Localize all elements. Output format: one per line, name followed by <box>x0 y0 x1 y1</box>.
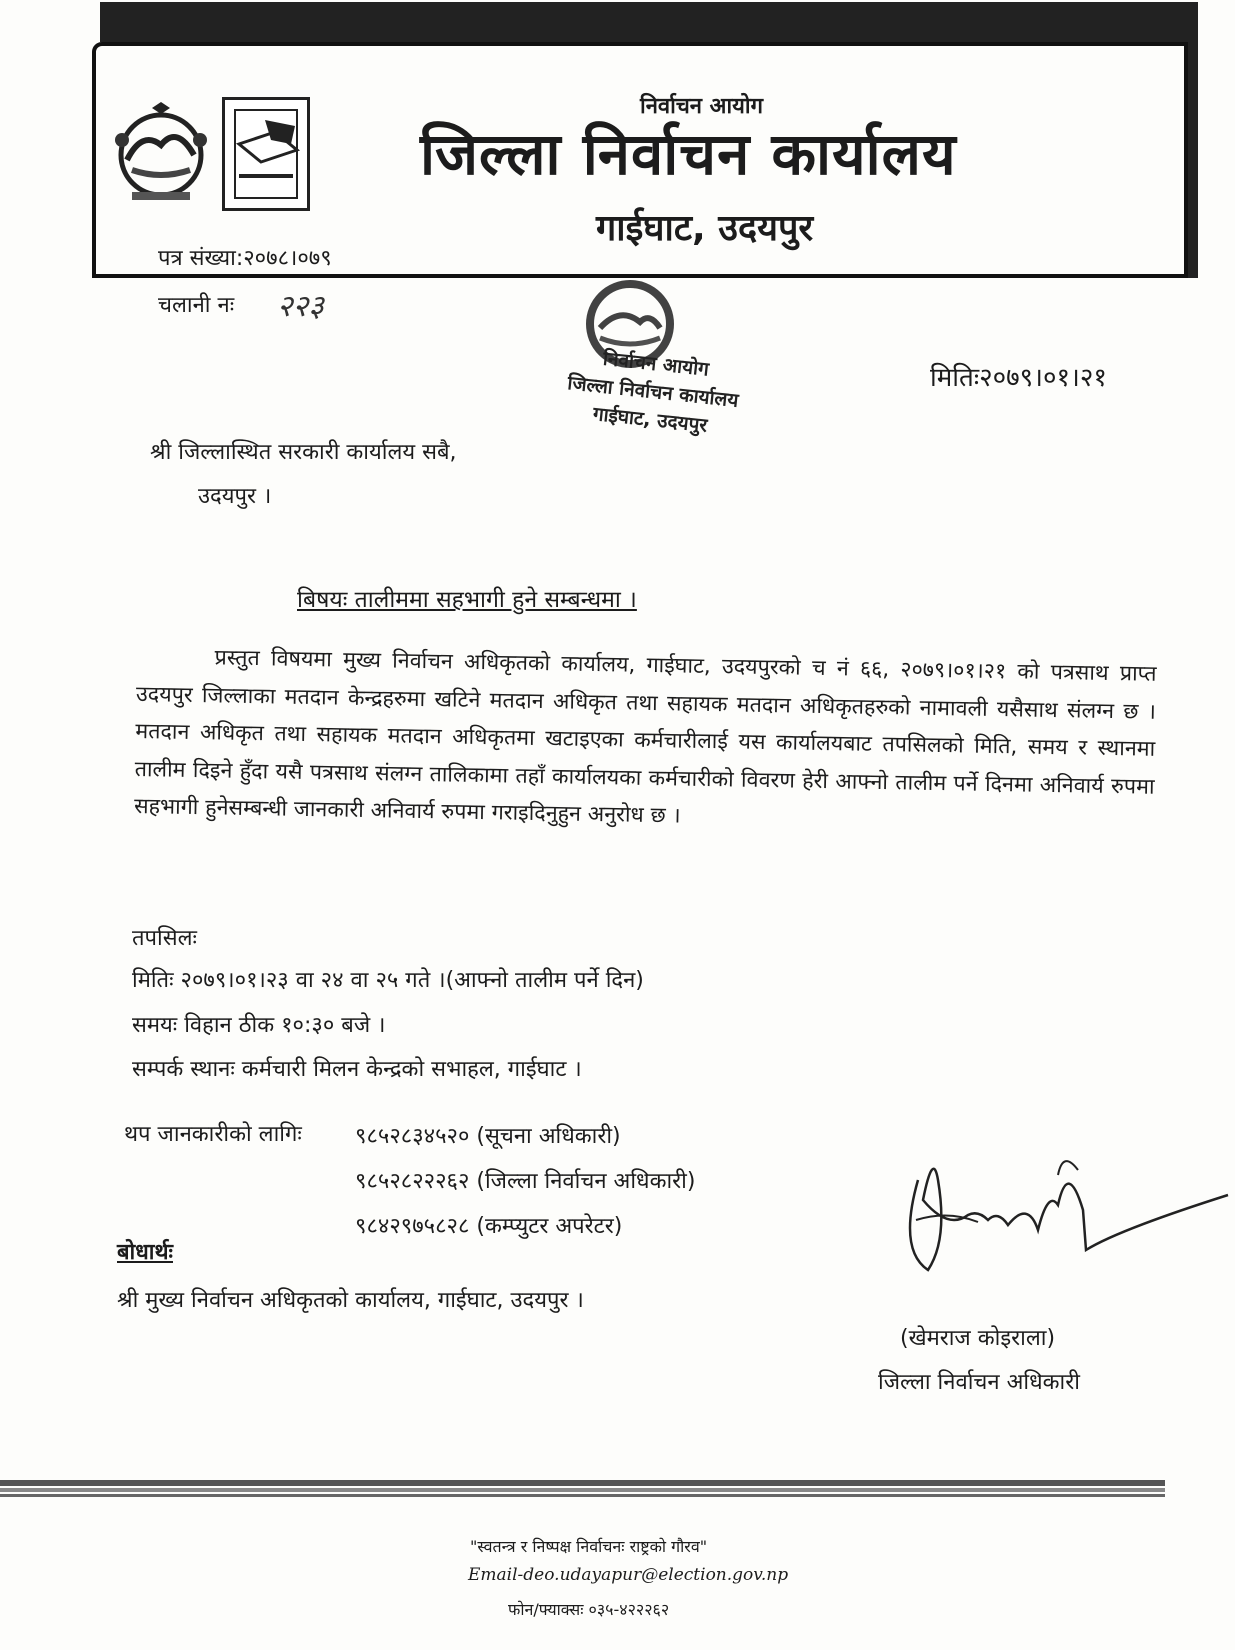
contact-phone: ९८४२९७५८२८ (कम्प्युटर अपरेटर) <box>355 1214 623 1239</box>
contact-phone: ९८५२८३४५२० (सूचना अधिकारी) <box>355 1124 621 1149</box>
addressee-place: उदयपुर । <box>198 484 272 509</box>
office-place: गाईघाट, उदयपुर <box>596 208 814 249</box>
stamp-line-2: जिल्ला निर्वाचन कार्यालय <box>566 372 740 412</box>
dispatch-label: चलानी नः <box>158 293 235 318</box>
info-copy-recipient: श्री मुख्य निर्वाचन अधिकृतको कार्यालय, गाईघाट, उदयपुर । <box>117 1288 584 1313</box>
body-paragraph-text: प्रस्तुत विषयमा मुख्य निर्वाचन अधिकृतको कार्यालय, गाईघाट, उदयपुरको च नं ६६, २०७९।०१।२१ को पत्रसाथ प्राप्त उदयपुर जिल्लाका मतदान केन्द्रहरुमा खटिने मतदान अधिकृत तथा सहायक मतदान अधिकृतहरुको नामावली यसैसाथ संलग्न छ । मतदान अधिकृत तथा सहायक मतदान अधिकृतमा खटाइएका कर्मचारीलाई यस कार्यालयबाट तपसिलको मिति, समय र स्थानमा तालीम दिइने हुँदा यसै पत्रसाथ संलग्न तालिकामा तहाँ कार्यालयका कर्मचारीको विवरण हेरी आफ्नो तालीम पर्ने दिनमा अनिवार्य रुपमा सहभागी हुनेसम्बन्धी जानकारी अनिवार्य रुपमा गराइदिनुहुन अनुरोध छ । <box>133 645 1157 829</box>
footer-phone: फोन/फ्याक्सः ०३५-४२२२६२ <box>508 1600 670 1619</box>
footer-motto: "स्वतन्त्र र निष्पक्ष निर्वाचनः राष्ट्रको गौरव" <box>470 1537 708 1556</box>
stamp-line-3: गाईघाट, उदयपुर <box>591 402 709 437</box>
contact-phone: ९८५२८२२२६२ (जिल्ला निर्वाचन अधिकारी) <box>355 1169 696 1194</box>
nepal-emblem-icon <box>102 100 220 205</box>
detail-time: समयः विहान ठीक १०:३० बजे । <box>132 1013 386 1038</box>
signature-image <box>888 1140 1233 1320</box>
letter-date: मितिः२०७९।०१।२१ <box>930 363 1107 393</box>
dispatch-number: २२३ <box>277 289 324 324</box>
footer-divider <box>0 1480 1165 1510</box>
body-paragraph <box>134 638 1157 843</box>
details-heading: तपसिलः <box>132 926 197 951</box>
reference-number: पत्र संख्या:२०७८।०७९ <box>158 246 332 271</box>
office-title: जिल्ला निर्वाचन कार्यालय <box>420 120 957 188</box>
ballot-box-icon <box>222 97 310 211</box>
addressee: श्री जिल्लास्थित सरकारी कार्यालय सबै, <box>150 440 457 465</box>
detail-place: सम्पर्क स्थानः कर्मचारी मिलन केन्द्रको सभाहल, गाईघाट । <box>132 1057 582 1082</box>
detail-date: मितिः २०७९।०१।२३ वा २४ वा २५ गते ।(आफ्नो तालीम पर्ने दिन) <box>132 968 644 993</box>
signer-name: (खेमराज कोइराला) <box>900 1326 1056 1351</box>
contact-label: थप जानकारीको लागिः <box>124 1122 302 1147</box>
signer-title: जिल्ला निर्वाचन अधिकारी <box>878 1370 1080 1395</box>
subject-line: बिषयः तालीममा सहभागी हुने सम्बन्धमा । <box>297 587 637 613</box>
info-heading: बोधार्थः <box>117 1240 173 1265</box>
stamp-line-1: निर्वाचन आयोग <box>601 347 710 381</box>
footer-email: Email-deo.udayapur@election.gov.np <box>468 1565 789 1585</box>
header-shadow-bar <box>100 2 1198 42</box>
commission-name: निर्वाचन आयोग <box>640 94 764 119</box>
